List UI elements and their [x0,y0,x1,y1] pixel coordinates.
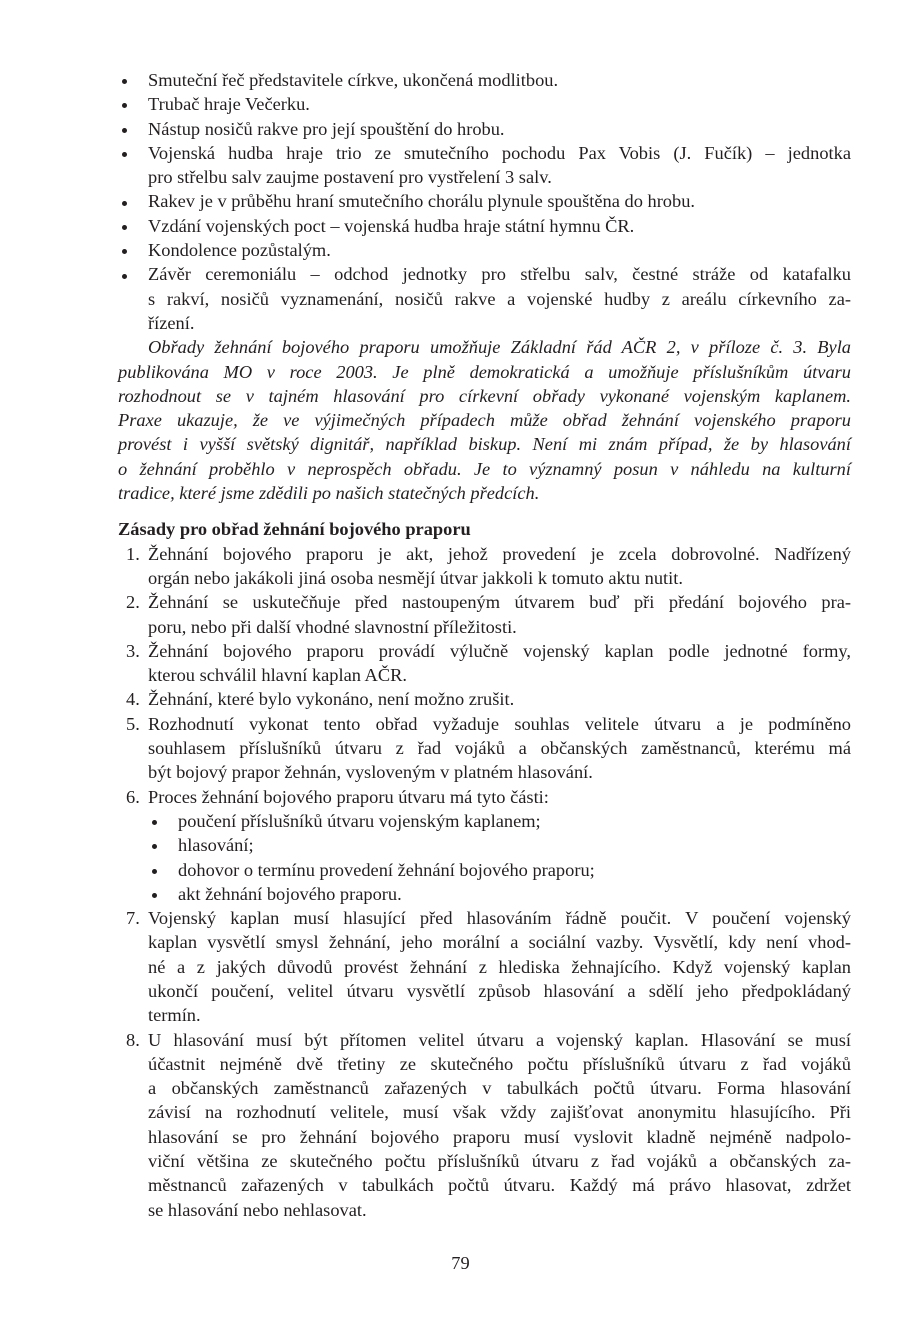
sub-item-text: dohovor o termínu provedení žehnání bojového praporu; [178,859,595,880]
item-text: termín. [148,1005,201,1026]
item-text: viční většina ze skutečného počtu příslušníků útvaru z řad vojáků a občanských za- [148,1151,851,1172]
item-number: 6. [126,786,140,807]
list-item-text: Kondolence pozůstalým. [148,240,331,261]
list-item [118,68,851,92]
italic-paragraph [118,335,851,505]
item-text: kterou schválil hlavní kaplan AČR. [148,665,407,686]
list-item-text: pro střelbu salv zaujme postavení pro vystřelení 3 salv. [148,167,552,188]
bullet-icon [118,262,130,286]
bullet-icon [118,92,130,116]
item-text: Rozhodnutí vykonat tento obřad vyžaduje souhlas velitele útvaru a je podmíněno [148,713,851,734]
bullet-icon [118,214,130,238]
paragraph-line: rozhodnout se v tajném hlasování pro církevní obřady vykonané vojenským kaplanem. [118,385,851,406]
paragraph-line: Praxe ukazuje, že ve výjimečných případech může obřad žehnání vojenského praporu [118,410,851,431]
bullet-icon [118,68,130,92]
item-text: Žehnání bojového praporu je akt, jehož provedení je zcela dobrovolné. Nadřízený [148,543,851,564]
list-item-text: Nástup nosičů rakve pro její spouštění do hrobu. [148,118,505,139]
bullet-icon [148,858,160,882]
item-number: 8. [126,1029,140,1050]
list-item [118,214,851,238]
numbered-list [118,542,851,1222]
list-item [118,92,851,116]
list-item-text: Smuteční řeč představitele církve, ukončená modlitbou. [148,70,559,90]
list-item-text: Vojenská hudba hraje trio ze smutečního pochodu Pax Vobis (J. Fučík) – jednotka [148,142,851,163]
paragraph-line: tradice, které jsme zdědili po našich statečných předcích. [118,483,540,504]
sub-item-text: hlasování; [178,835,254,856]
paragraph-line: provést i vyšší světský dignitář, například biskup. Není mi znám případ, že by hlasování [118,434,851,455]
list-item-text: Trubač hraje Večerku. [148,94,310,115]
bullet-icon [118,238,130,262]
list-item-text: Závěr ceremoniálu – odchod jednotky pro střelbu salv, čestné stráže od katafalku [148,264,851,285]
bullet-icon [148,833,160,857]
item-text: hlasování se pro žehnání bojového praporu musí vyslovit kladně nejméně nadpolo- [148,1126,851,1147]
item-text: účastnit nejméně dvě třetiny ze skutečného počtu příslušníků útvaru z řad vojáků [148,1053,851,1074]
numbered-item [118,590,851,639]
numbered-item [118,687,851,711]
bullet-icon [148,882,160,906]
item-text: Proces žehnání bojového praporu útvaru má tyto části: [148,786,549,807]
item-number: 7. [126,908,140,929]
sub-list-item [118,809,851,833]
item-text: se hlasování nebo nehlasovat. [148,1199,367,1220]
item-text: né a z jakých důvodů provést žehnání z hlediska žehnajícího. Když vojenský kaplan [148,956,851,977]
bullet-icon [148,809,160,833]
sub-item-text: poučení příslušníků útvaru vojenským kaplanem; [178,810,541,831]
item-text: Žehnání bojového praporu provádí výlučně vojenský kaplan podle jednotné formy, [148,640,851,661]
paragraph-line: publikována MO v roce 2003. Je plně demokratická a umožňuje příslušníkům útvaru [118,361,851,382]
section-heading: Zásady pro obřad žehnání bojového praporu [118,519,471,540]
item-text: souhlasem příslušníků útvaru z řad vojáků a občanských zaměstnanců, kterému má [148,738,851,759]
ceremony-list [118,68,851,335]
item-number: 3. [126,640,140,661]
item-text: orgán nebo jakákoli jiná osoba nesmějí útvar jakkoli k tomuto aktu nutit. [148,567,683,588]
item-number: 1. [126,543,140,564]
sub-item-text: akt žehnání bojového praporu. [178,883,402,904]
numbered-item [118,785,851,906]
item-text: a občanských zaměstnanců zařazených v tabulkách počtů útvaru. Forma hlasování [148,1078,851,1099]
paragraph-line: Obřady žehnání bojového praporu umožňuje Základní řád AČR 2, v příloze č. 3. Byla [148,337,851,358]
item-text: Žehnání, které bylo vykonáno, není možno zrušit. [148,689,515,710]
item-number: 5. [126,713,140,734]
item-number: 4. [126,689,140,710]
list-item-text: s rakví, nosičů vyznamenání, nosičů rakve a vojenské hudby z areálu církevního za- [148,288,851,309]
page-number: 79 [451,1253,470,1273]
list-item-text: Vzdání vojenských poct – vojenská hudba hraje státní hymnu ČR. [148,215,635,236]
list-item-text: Rakev je v průběhu hraní smutečního chorálu plynule spouštěna do hrobu. [148,191,695,212]
list-item [118,189,851,213]
numbered-item [118,639,851,688]
sub-list-item [118,833,851,857]
bullet-icon [118,141,130,165]
paragraph-line: o žehnání proběhlo v neprospěch obřadu. Je to významný posun v náhledu na kulturní [118,458,851,479]
list-item [118,117,851,141]
item-text: kaplan vysvětlí smysl žehnání, jeho morální a sociální vazby. Vysvětlí, kdy není vhod- [148,932,851,953]
item-text: ukončí poučení, velitel útvaru vysvětlí způsob hlasování a sdělí jeho předpokládaný [148,980,851,1001]
item-text: závisí na rozhodnutí velitele, musí však vždy zajišťovat anonymitu hlasujícího. Při [148,1102,851,1123]
bullet-icon [118,117,130,141]
item-number: 2. [126,592,140,613]
item-text: U hlasování musí být přítomen velitel útvaru a vojenský kaplan. Hlasování se musí [148,1029,851,1050]
sub-list-item [118,858,851,882]
numbered-item [118,1028,851,1222]
list-item [118,141,851,190]
numbered-item [118,712,851,785]
page-content [118,68,851,1222]
item-text: poru, nebo při další vhodné slavnostní příležitosti. [148,616,517,637]
list-item [118,262,851,335]
list-item [118,238,851,262]
bullet-icon [118,189,130,213]
item-text: být bojový prapor žehnán, vysloveným v platném hlasování. [148,762,593,783]
item-text: Vojenský kaplan musí hlasující před hlasováním řádně poučit. V poučení vojenský [148,908,851,929]
list-item-text: řízení. [148,312,195,333]
sub-list-item [118,882,851,906]
numbered-item [118,906,851,1027]
item-text: Žehnání se uskutečňuje před nastoupeným útvarem buď při předání bojového pra- [148,592,851,613]
numbered-item [118,542,851,591]
item-text: městnanců zařazených v tabulkách počtů útvaru. Každý má právo hlasovat, zdržet [148,1175,851,1196]
